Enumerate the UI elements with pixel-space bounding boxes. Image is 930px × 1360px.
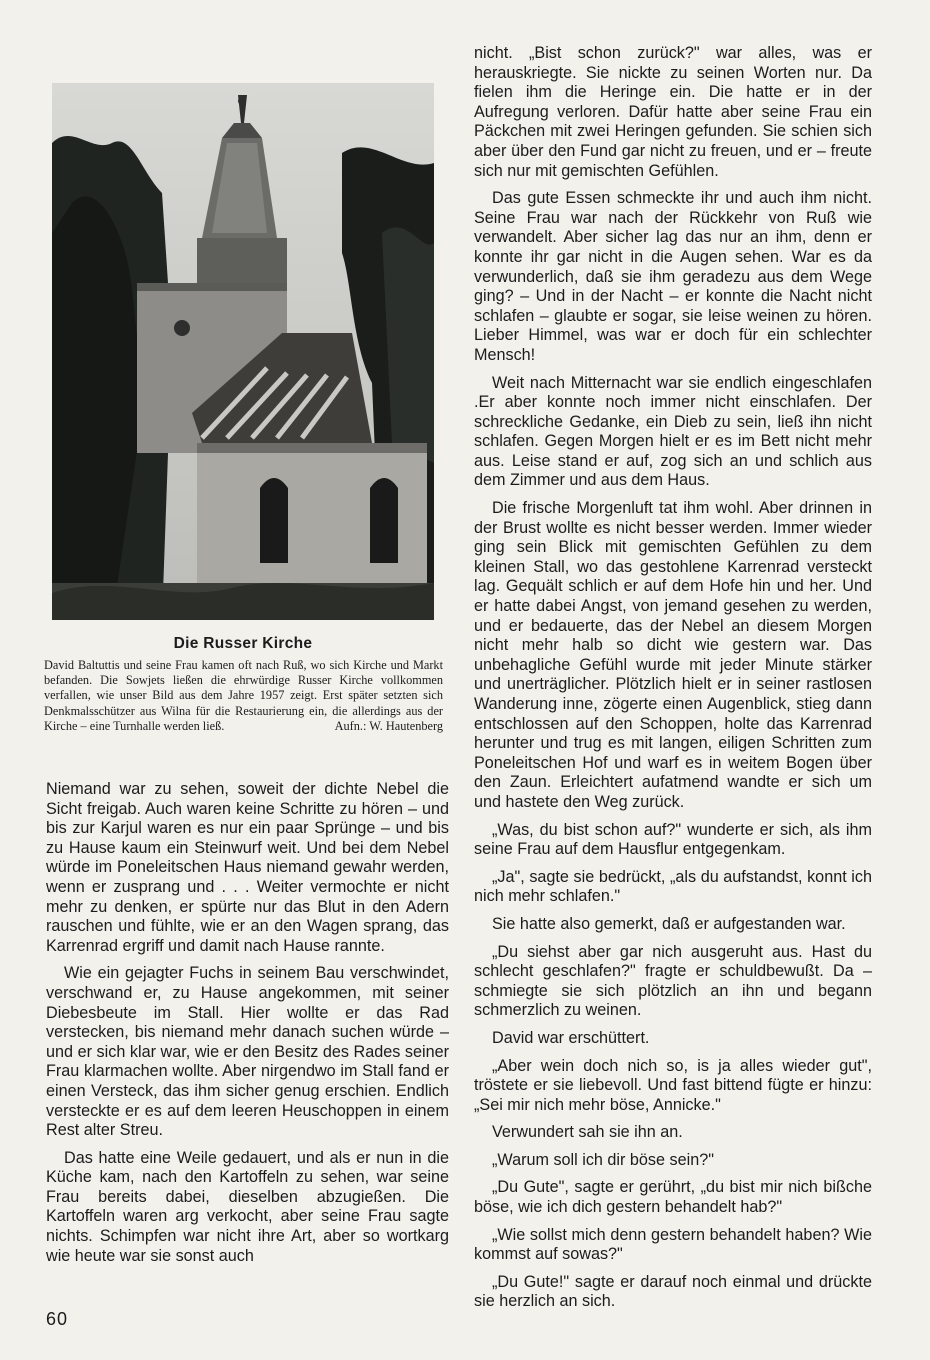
paragraph: Das gute Essen schmeckte ihr und auch ihm nicht. Seine Frau war nach der Rückkehr von Ruß wie verwandelt. Aber sicher lag das nur an ihm, denn er konnte ihr gar nicht in die Augen sehen. War es da verwunderlich, daß sie ihm geradezu aus dem Wege ging? – Und in der Nacht – er konnte die Nacht nicht schlafen – glaubte er sogar, sie leise weinen zu hören. Lieber Himmel, was war er doch für ein schlechter Mensch! xyxy=(474,189,872,364)
paragraph: „Ja", sagte sie bedrückt, „als du aufstandst, konnt ich nich mehr schlafen." xyxy=(474,867,872,906)
paragraph: „Du Gute", sagte er gerührt, „du bist mir nich bißche böse, wie ich dich gestern behandelt hab?" xyxy=(474,1178,872,1217)
paragraph: David war erschüttert. xyxy=(492,1028,650,1047)
paragraph: „Was, du bist schon auf?" wunderte er sich, als ihm seine Frau auf dem Hausflur entgegenkam. xyxy=(474,820,872,859)
photo-caption-title: Die Russer Kirche xyxy=(173,635,313,652)
paragraph: Die frische Morgenluft tat ihm wohl. Aber drinnen in der Brust wollte es nicht besser werden. Immer wieder ging sein Blick mit gemischten Gefühlen zu dem kleinen Stall, wo das gestohlene Karrenrad versteckt lag. Gequält schlich er auf dem Hofe hin und her. Und er hatte dabei Angst, von jemand gesehen zu werden, und er bedauerte, das der Nebel an diesem Morgen nicht mehr halb so dicht wie gestern war. Das unbehagliche Gefühl wurde mit jeder Minute stärker und unerträglicher. Plötzlich hielt er in seiner rastlosen Wanderung inne, zögerte einen Augenblick, stieg dann entschlossen auf den Schoppen, holte das Karrenrad herunter und trug es mit langen, eiligen Schritten zum Poneleitschen Hof und warf es in weitem Bogen über den Zaun. Erleichtert aufatmend wandte er sich um und hastete den Weg zurück. xyxy=(474,499,872,811)
paragraph: „Warum soll ich dir böse sein?" xyxy=(492,1150,714,1169)
paragraph: „Du Gute!" sagte er darauf noch einmal und drückte sie herzlich an sich. xyxy=(474,1272,872,1311)
paragraph: Verwundert sah sie ihn an. xyxy=(492,1123,683,1142)
caption-body: David Baltuttis und seine Frau kamen oft nach Ruß, wo sich Kirche und Markt befanden. Die Sowjets ließen die ehrwürdige Russer Kirche vollkommen verfallen, wie unser Bild aus dem Jahre 1957 zeigt. Erst später setzten sich Denkmalsschützer aus Wilna für die Restaurierung ein, die allerdings aus der Kirche – eine Turnhalle werden ließ. xyxy=(44,658,443,733)
page-number: 60 xyxy=(46,1309,69,1329)
photo-credit: Aufn.: W. Hautenberg xyxy=(334,718,443,733)
paragraph: nicht. „Bist schon zurück?" war alles, was er herauskriegte. Sie nickte zu seinen Worten nur. Da fielen ihm die Heringe ein. Die hatte er in der Aufregung verloren. Dafür hatte aber seine Frau ein Päckchen mit zwei Heringen gefunden. Sie schien sich aber über den Fund gar nicht zu freuen, und er – freute sich nur mit gemischten Gefühlen. xyxy=(474,44,872,180)
paragraph: „Du siehst aber gar nich ausgeruht aus. Hast du schlecht geschlafen?" fragte er schuldbewußt. Da – schmiegte sie sich plötzlich an ihn und begann schmerzlich zu weinen. xyxy=(474,942,872,1020)
paragraph: „Wie sollst mich denn gestern behandelt haben? Wie kommst auf sowas?" xyxy=(474,1225,872,1264)
photo-caption xyxy=(44,658,443,734)
right-column xyxy=(474,44,872,1320)
paragraph: Niemand war zu sehen, soweit der dichte Nebel die Sicht freigab. Auch waren keine Schritte zu hören – und bis zur Karjul waren es nur ein paar Sprünge – und bis zu Hause kaum ein Steinwurf weit. Und bei dem Nebel würde im Poneleitschen Haus niemand gewahr werden, wenn er zusprang und . . . Weiter vermochte er nicht mehr zu denken, er spürte nur das Blut in den Adern rauschen und fühlte, wie er an den Wagen sprang, das Karrenrad ergriff und damit nach Hause rannte. xyxy=(46,780,449,955)
paragraph: Sie hatte also gemerkt, daß er aufgestanden war. xyxy=(492,914,846,933)
paragraph: „Aber wein doch nich so, is ja alles wieder gut", tröstete er sie liebevoll. Und fast bittend fügte er hinzu: „Sei mir nich mehr böse, Annicke." xyxy=(474,1056,872,1114)
church-photo xyxy=(52,83,434,620)
paragraph: Wie ein gejagter Fuchs in seinem Bau verschwindet, verschwand er, zu Hause angekommen, mit seiner Diebesbeute im Stall. Hier wollte er das Rad verstecken, bis niemand mehr danach suchen würde – und er sich klar war, wie er den Besitz des Rades seiner Frau klarmachen wollte. Aber nirgendwo im Stall fand er einen Versteck, das ihm sicher genug erschien. Endlich versteckte er es auf dem leeren Heuschoppen in einem Rest alter Streu. xyxy=(46,964,449,1140)
paragraph: Weit nach Mitternacht war sie endlich eingeschlafen .Er aber konnte noch immer nicht einschlafen. Der schreckliche Gedanke, ein Dieb zu sein, ließ ihn nicht schlafen. Gegen Morgen hielt er es im Bett nicht mehr aus. Leise stand er auf, zog sich an und schlich aus dem Zimmer und aus dem Haus. xyxy=(474,373,872,490)
paragraph: Das hatte eine Weile gedauert, und als er nun in die Küche kam, nach den Kartoffeln zu sehen, war seine Frau bereits dabei, dieselben abzugießen. Die Kartoffeln waren arg verkocht, aber seine Frau sagte nichts. Schimpfen war nicht ihre Art, aber so wortkarg wie heute war sie sonst auch xyxy=(46,1148,449,1265)
